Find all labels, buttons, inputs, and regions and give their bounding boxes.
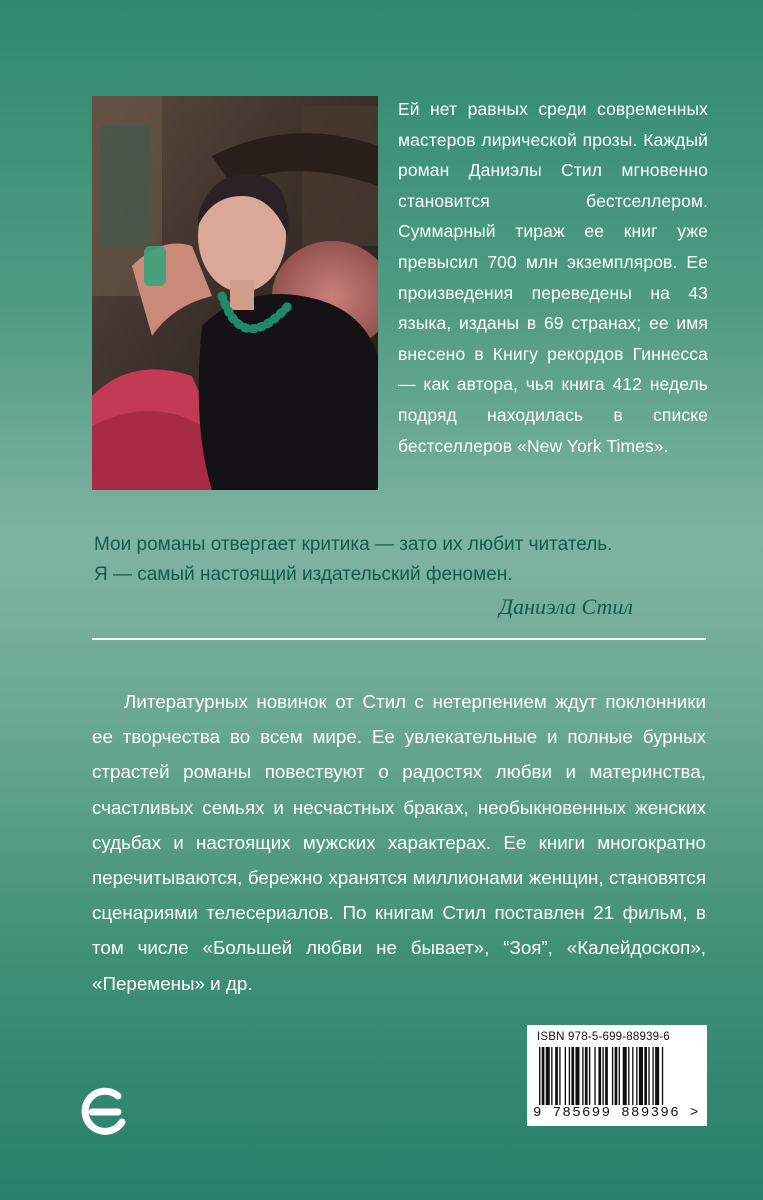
barcode-bars (539, 1047, 697, 1105)
author-photo (92, 96, 378, 490)
isbn-label: ISBN 978-5-699-88939-6 (537, 1031, 670, 1043)
isbn-barcode (527, 1025, 707, 1126)
author-photo-illustration (92, 96, 378, 490)
barcode-digits: 9 785699 889396 > (533, 1105, 700, 1121)
author-quote (94, 530, 714, 590)
quote-author: Даниэла Стил (499, 594, 633, 619)
author-bio: Ей нет равных среди современных мастеров лирической прозы. Каждый роман Даниэлы Стил мгновенно становится бестселлером. Суммарный тираж ее книг уже превысил 700 млн экземпляров. Ее произведения переведены на 43 языка, изданы в 69 странах; ее имя внесено в Книгу рекордов Гиннесса — как автора, чья книга 412 недель подряд находилась в списке бестселлеров «New York Times». (398, 99, 708, 456)
quote-line-1: Мои романы отвергает критика — зато их любит читатель. (94, 534, 613, 555)
divider (92, 638, 706, 640)
quote-line-2: Я — самый настоящий издательский феномен. (94, 564, 513, 585)
publisher-logo-icon (78, 1082, 130, 1140)
book-description: Литературных новинок от Стил с нетерпением ждут поклонники ее творчества во всем мире. Ее увлекательные и полные бурных страстей романы повествуют о радостях любви и материнства, счастливых семьях и несчастных браках, необыкновенных женских судьбах и настоящих мужских характерах. Ее книги многократно перечитываются, бережно хранятся миллионами женщин, становятся сценариями телесериалов. По книгам Стил поставлен 21 фильм, в том числе «Большей любви не бывает», “Зоя”, «Калейдоскоп», «Перемены» и др. (92, 691, 706, 994)
